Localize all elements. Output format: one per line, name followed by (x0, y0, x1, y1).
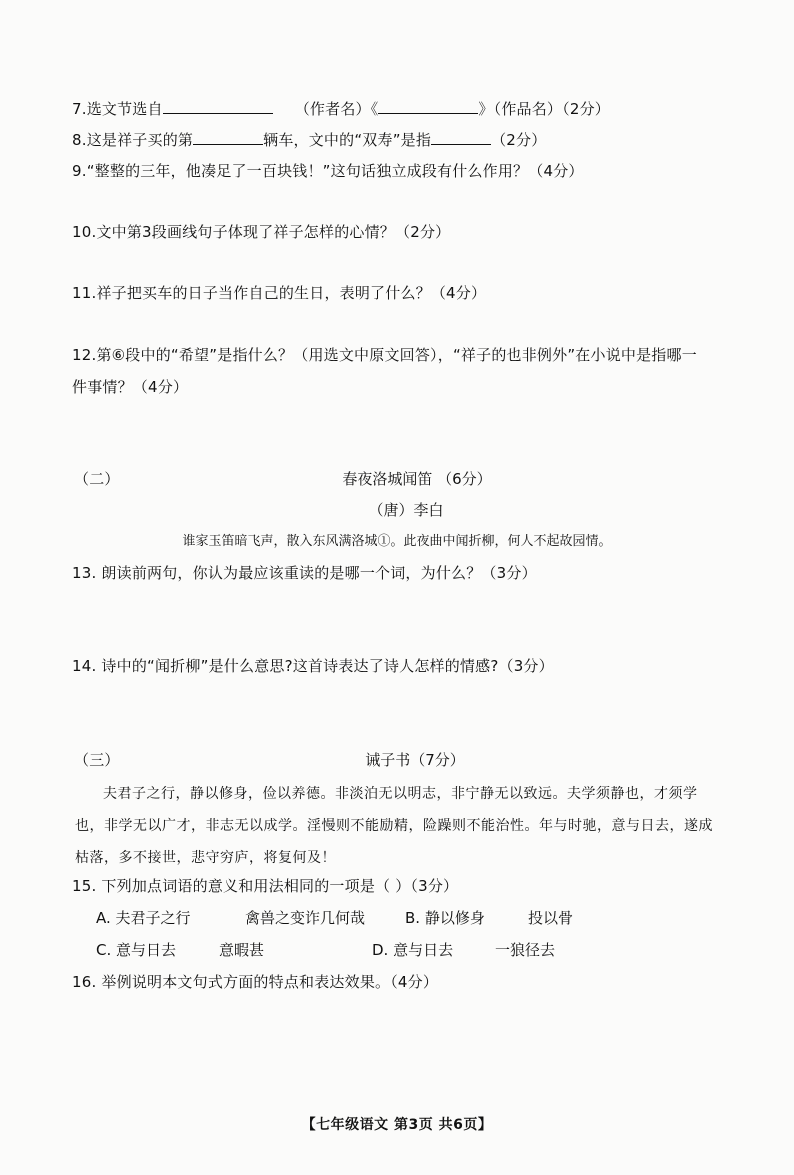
poem-text: 谁家玉笛暗飞声，散入东风满洛城①。此夜曲中闻折柳，何人不起故园情。 (182, 534, 612, 549)
question-12-line-2: 件事情？（4分） (72, 378, 189, 396)
option-a-word-1: A. 夫君子之行 (96, 909, 191, 927)
question-9: 9.“整整的三年，他凑足了一百块钱！”这句话独立成段有什么作用？（4分） (72, 162, 584, 180)
classical-prose-passage: 夫君子之行，静以修身，俭以养德。非淡泊无以明志，非宁静无以致远。夫学须静也，才须学也，非学无以广才，非志无以成学。淫慢则不能励精，险躁则不能治性。年与时驰，意与日去，遂成枯落，多不接世，悲守穷庐，将复何及！ (75, 786, 713, 866)
section-2-author: （唐）李白 (368, 501, 444, 519)
section-2-label: （二） (74, 470, 120, 488)
option-b-word-1: B. 静以修身 (405, 909, 485, 927)
question-7 (72, 99, 610, 119)
question-15: 15. 下列加点词语的意义和用法相同的一项是（ ）（3分） (72, 877, 459, 895)
q7-text-3: 》（作品名）（2分） (478, 100, 610, 118)
question-10: 10.文中第3段画线句子体现了祥子怎样的心情？（2分） (72, 223, 451, 241)
q8-text-1: 8.这是祥子买的第 (72, 131, 194, 149)
option-c-word-2: 意暇甚 (219, 941, 265, 959)
question-12-line-1: 12.第⑥段中的“希望”是指什么？（用选文中原文回答），“祥子的也非例外”在小说中是指哪一 (72, 346, 697, 364)
question-8 (72, 130, 546, 150)
section-3-title: 诫子书（7分） (365, 751, 465, 769)
option-b-word-2: 投以骨 (528, 909, 574, 927)
option-d-word-1: D. 意与日去 (372, 941, 454, 959)
q8-blank-meaning (431, 130, 491, 145)
option-d-word-2: 一狼径去 (495, 941, 556, 959)
question-16: 16. 举例说明本文句式方面的特点和表达效果。（4分） (72, 973, 439, 991)
option-c-word-1: C. 意与日去 (96, 941, 177, 959)
question-11: 11.祥子把买车的日子当作自己的生日，表明了什么？（4分） (72, 284, 487, 302)
page-footer: 【七年级语文 第3页 共6页】 (301, 1117, 493, 1133)
q7-blank-author-source (163, 99, 273, 114)
q7-text-2: （作者名）《 (294, 100, 379, 118)
question-14: 14. 诗中的“闻折柳”是什么意思?这首诗表达了诗人怎样的情感?（3分） (72, 657, 554, 675)
q8-text-2: 辆车，文中的“双寿”是指 (263, 131, 432, 149)
option-a-word-2: 禽兽之变诈几何哉 (245, 909, 366, 927)
q7-blank-work (378, 99, 478, 114)
section-2-title: 春夜洛城闻笛 （6分） (342, 470, 492, 488)
q8-blank-number (193, 130, 263, 145)
q8-text-3: （2分） (491, 131, 547, 149)
section-3-label: （三） (74, 751, 120, 769)
question-13: 13. 朗读前两句，你认为最应该重读的是哪一个词，为什么？（3分） (72, 564, 537, 582)
q7-text-1: 7.选文节选自 (72, 100, 163, 118)
